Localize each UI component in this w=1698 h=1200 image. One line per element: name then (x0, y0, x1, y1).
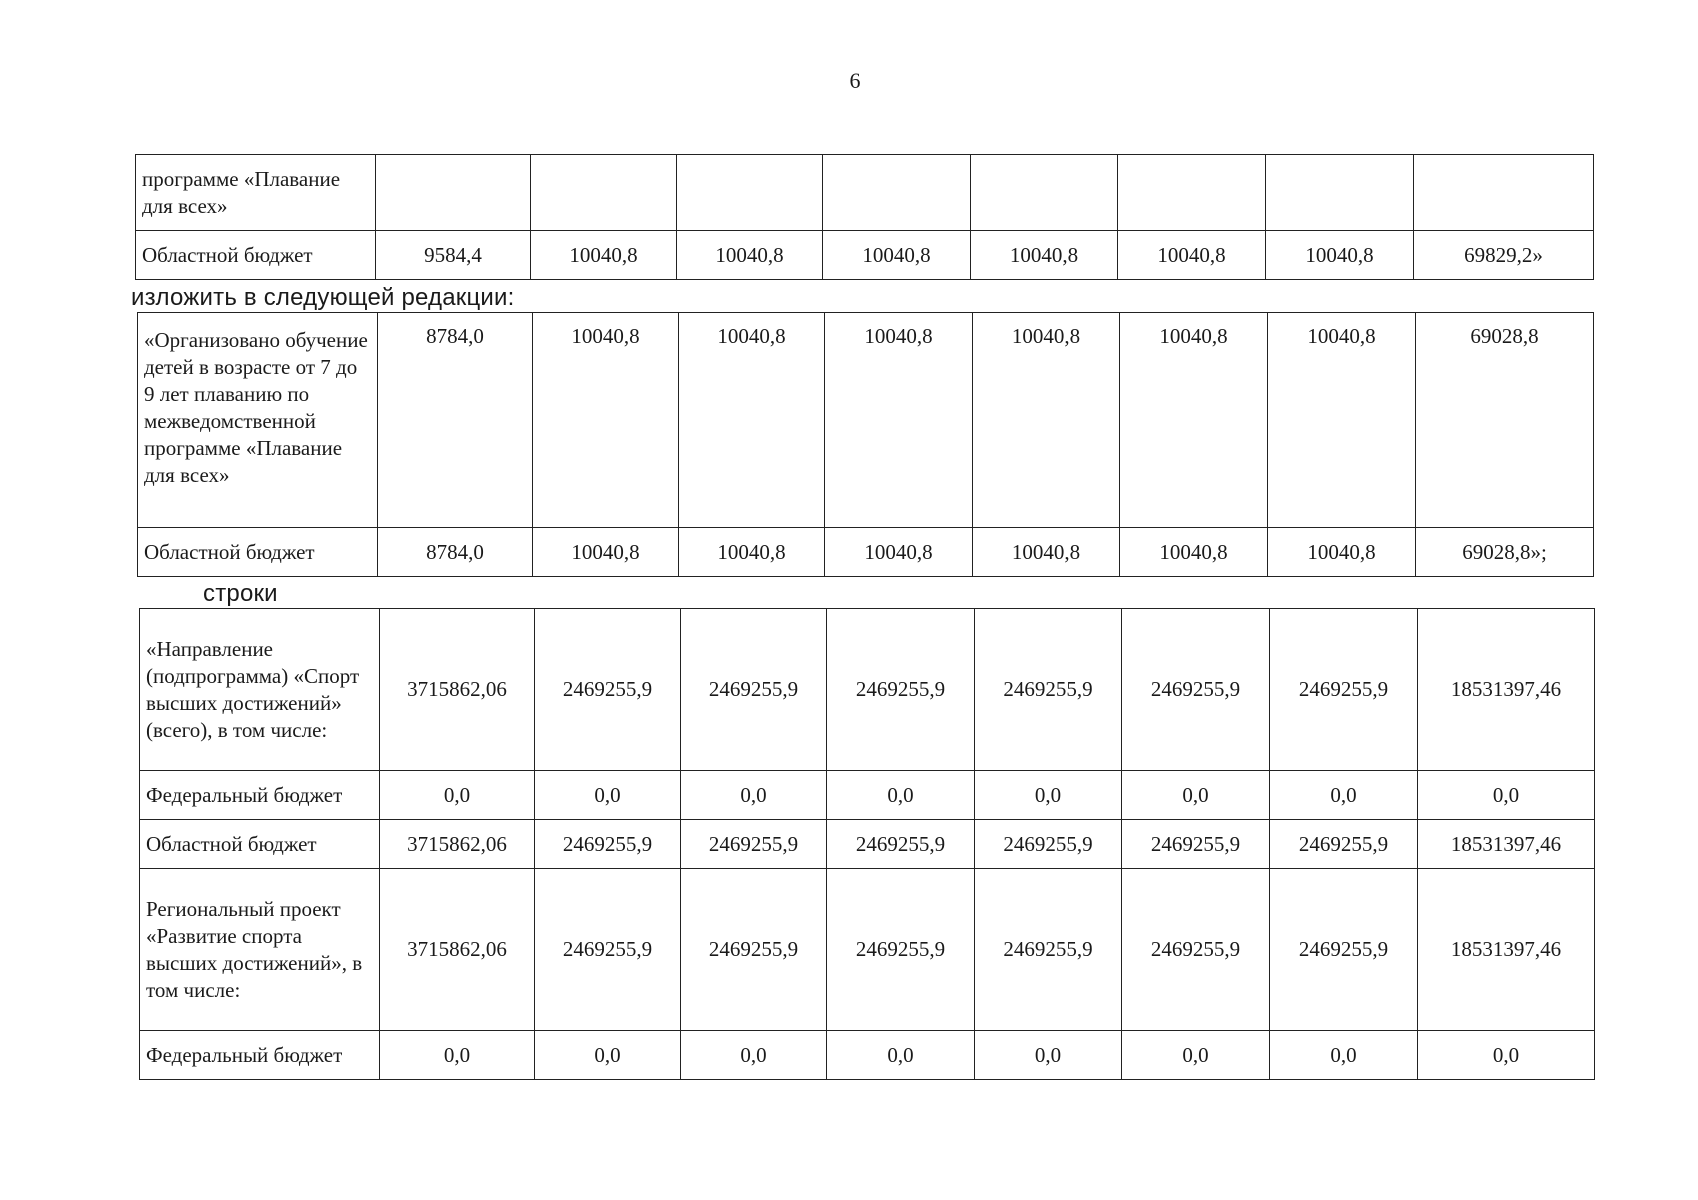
table-cell (1414, 155, 1594, 231)
table-cell: 0,0 (1270, 1031, 1418, 1080)
table-cell: 69028,8»; (1416, 528, 1594, 577)
table-cell: 8784,0 (378, 313, 533, 528)
table-cell: 69028,8 (1416, 313, 1594, 528)
table-cell: 2469255,9 (975, 609, 1122, 771)
instruction-text: строки (203, 580, 278, 607)
table-row (140, 609, 1595, 771)
table-cell: 18531397,46 (1418, 609, 1595, 771)
table-cell: 10040,8 (1120, 528, 1268, 577)
table-cell: 10040,8 (679, 528, 825, 577)
table-row (140, 1031, 1595, 1080)
row-label: Федеральный бюджет (140, 771, 380, 820)
table-cell: 2469255,9 (827, 869, 975, 1031)
table-cell: 10040,8 (823, 231, 971, 280)
table-cell: 10040,8 (1120, 313, 1268, 528)
table-cell: 10040,8 (679, 313, 825, 528)
table-cell: 0,0 (1418, 771, 1595, 820)
table-cell: 0,0 (681, 1031, 827, 1080)
table-row (136, 155, 1594, 231)
row-label: Областной бюджет (138, 528, 378, 577)
table-cell: 2469255,9 (535, 609, 681, 771)
table-cell: 2469255,9 (975, 820, 1122, 869)
sport-budget-table (139, 608, 1595, 1080)
table-cell: 2469255,9 (1270, 820, 1418, 869)
table-cell: 10040,8 (1268, 528, 1416, 577)
table-cell: 10040,8 (825, 313, 973, 528)
table-cell: 10040,8 (1268, 313, 1416, 528)
table-cell (823, 155, 971, 231)
table-cell: 2469255,9 (1270, 609, 1418, 771)
table-row (140, 771, 1595, 820)
table-cell: 10040,8 (973, 313, 1120, 528)
table-cell: 18531397,46 (1418, 869, 1595, 1031)
row-label: «Организовано обучение детей в возрасте от 7 до 9 лет плаванию по межведомственной программе «Плавание для всех» (138, 313, 378, 528)
table-cell: 10040,8 (531, 231, 677, 280)
table-cell: 0,0 (380, 1031, 535, 1080)
table-cell: 69829,2» (1414, 231, 1594, 280)
table-cell: 2469255,9 (827, 609, 975, 771)
table-cell: 2469255,9 (681, 869, 827, 1031)
table-cell: 2469255,9 (975, 869, 1122, 1031)
page-number: 6 (849, 68, 861, 93)
table-cell: 0,0 (535, 771, 681, 820)
table-cell: 0,0 (1270, 771, 1418, 820)
table-cell (1266, 155, 1414, 231)
table-cell: 0,0 (681, 771, 827, 820)
row-label: Областной бюджет (140, 820, 380, 869)
row-label: программе «Плавание для всех» (136, 155, 376, 231)
table-cell: 2469255,9 (681, 820, 827, 869)
table-cell (531, 155, 677, 231)
table-cell: 0,0 (380, 771, 535, 820)
table-cell: 9584,4 (376, 231, 531, 280)
table-cell: 2469255,9 (1270, 869, 1418, 1031)
table-row (140, 869, 1595, 1031)
table-cell: 0,0 (827, 771, 975, 820)
table-cell: 3715862,06 (380, 609, 535, 771)
table-cell: 2469255,9 (1122, 609, 1270, 771)
table-cell: 10040,8 (677, 231, 823, 280)
table-cell: 2469255,9 (1122, 869, 1270, 1031)
budget-table-new (137, 312, 1594, 577)
table-cell: 2469255,9 (535, 869, 681, 1031)
table-cell: 0,0 (1122, 1031, 1270, 1080)
table-cell: 10040,8 (1266, 231, 1414, 280)
instruction-text: изложить в следующей редакции: (131, 284, 515, 311)
table-cell: 0,0 (975, 1031, 1122, 1080)
table-cell: 0,0 (975, 771, 1122, 820)
table-cell: 10040,8 (971, 231, 1118, 280)
table-cell: 0,0 (535, 1031, 681, 1080)
table-cell: 10040,8 (533, 313, 679, 528)
table-cell (677, 155, 823, 231)
table-row (136, 231, 1594, 280)
table-cell (971, 155, 1118, 231)
table-cell (376, 155, 531, 231)
table-cell: 10040,8 (825, 528, 973, 577)
table-cell: 10040,8 (533, 528, 679, 577)
table-cell: 8784,0 (378, 528, 533, 577)
table-cell: 0,0 (827, 1031, 975, 1080)
budget-table-old (135, 154, 1594, 280)
table-row (138, 528, 1594, 577)
table-cell (1118, 155, 1266, 231)
table-cell: 10040,8 (973, 528, 1120, 577)
table-cell: 0,0 (1122, 771, 1270, 820)
table-row (138, 313, 1594, 528)
row-label: Региональный проект «Развитие спорта высших достижений», в том числе: (140, 869, 380, 1031)
table-row (140, 820, 1595, 869)
table-cell: 3715862,06 (380, 869, 535, 1031)
table-cell: 2469255,9 (535, 820, 681, 869)
table-cell: 10040,8 (1118, 231, 1266, 280)
table-cell: 2469255,9 (827, 820, 975, 869)
table-cell: 3715862,06 (380, 820, 535, 869)
table-cell: 0,0 (1418, 1031, 1595, 1080)
table-cell: 2469255,9 (1122, 820, 1270, 869)
table-cell: 2469255,9 (681, 609, 827, 771)
row-label: «Направление (подпрограмма) «Спорт высших достижений» (всего), в том числе: (140, 609, 380, 771)
table-cell: 18531397,46 (1418, 820, 1595, 869)
row-label: Федеральный бюджет (140, 1031, 380, 1080)
row-label: Областной бюджет (136, 231, 376, 280)
